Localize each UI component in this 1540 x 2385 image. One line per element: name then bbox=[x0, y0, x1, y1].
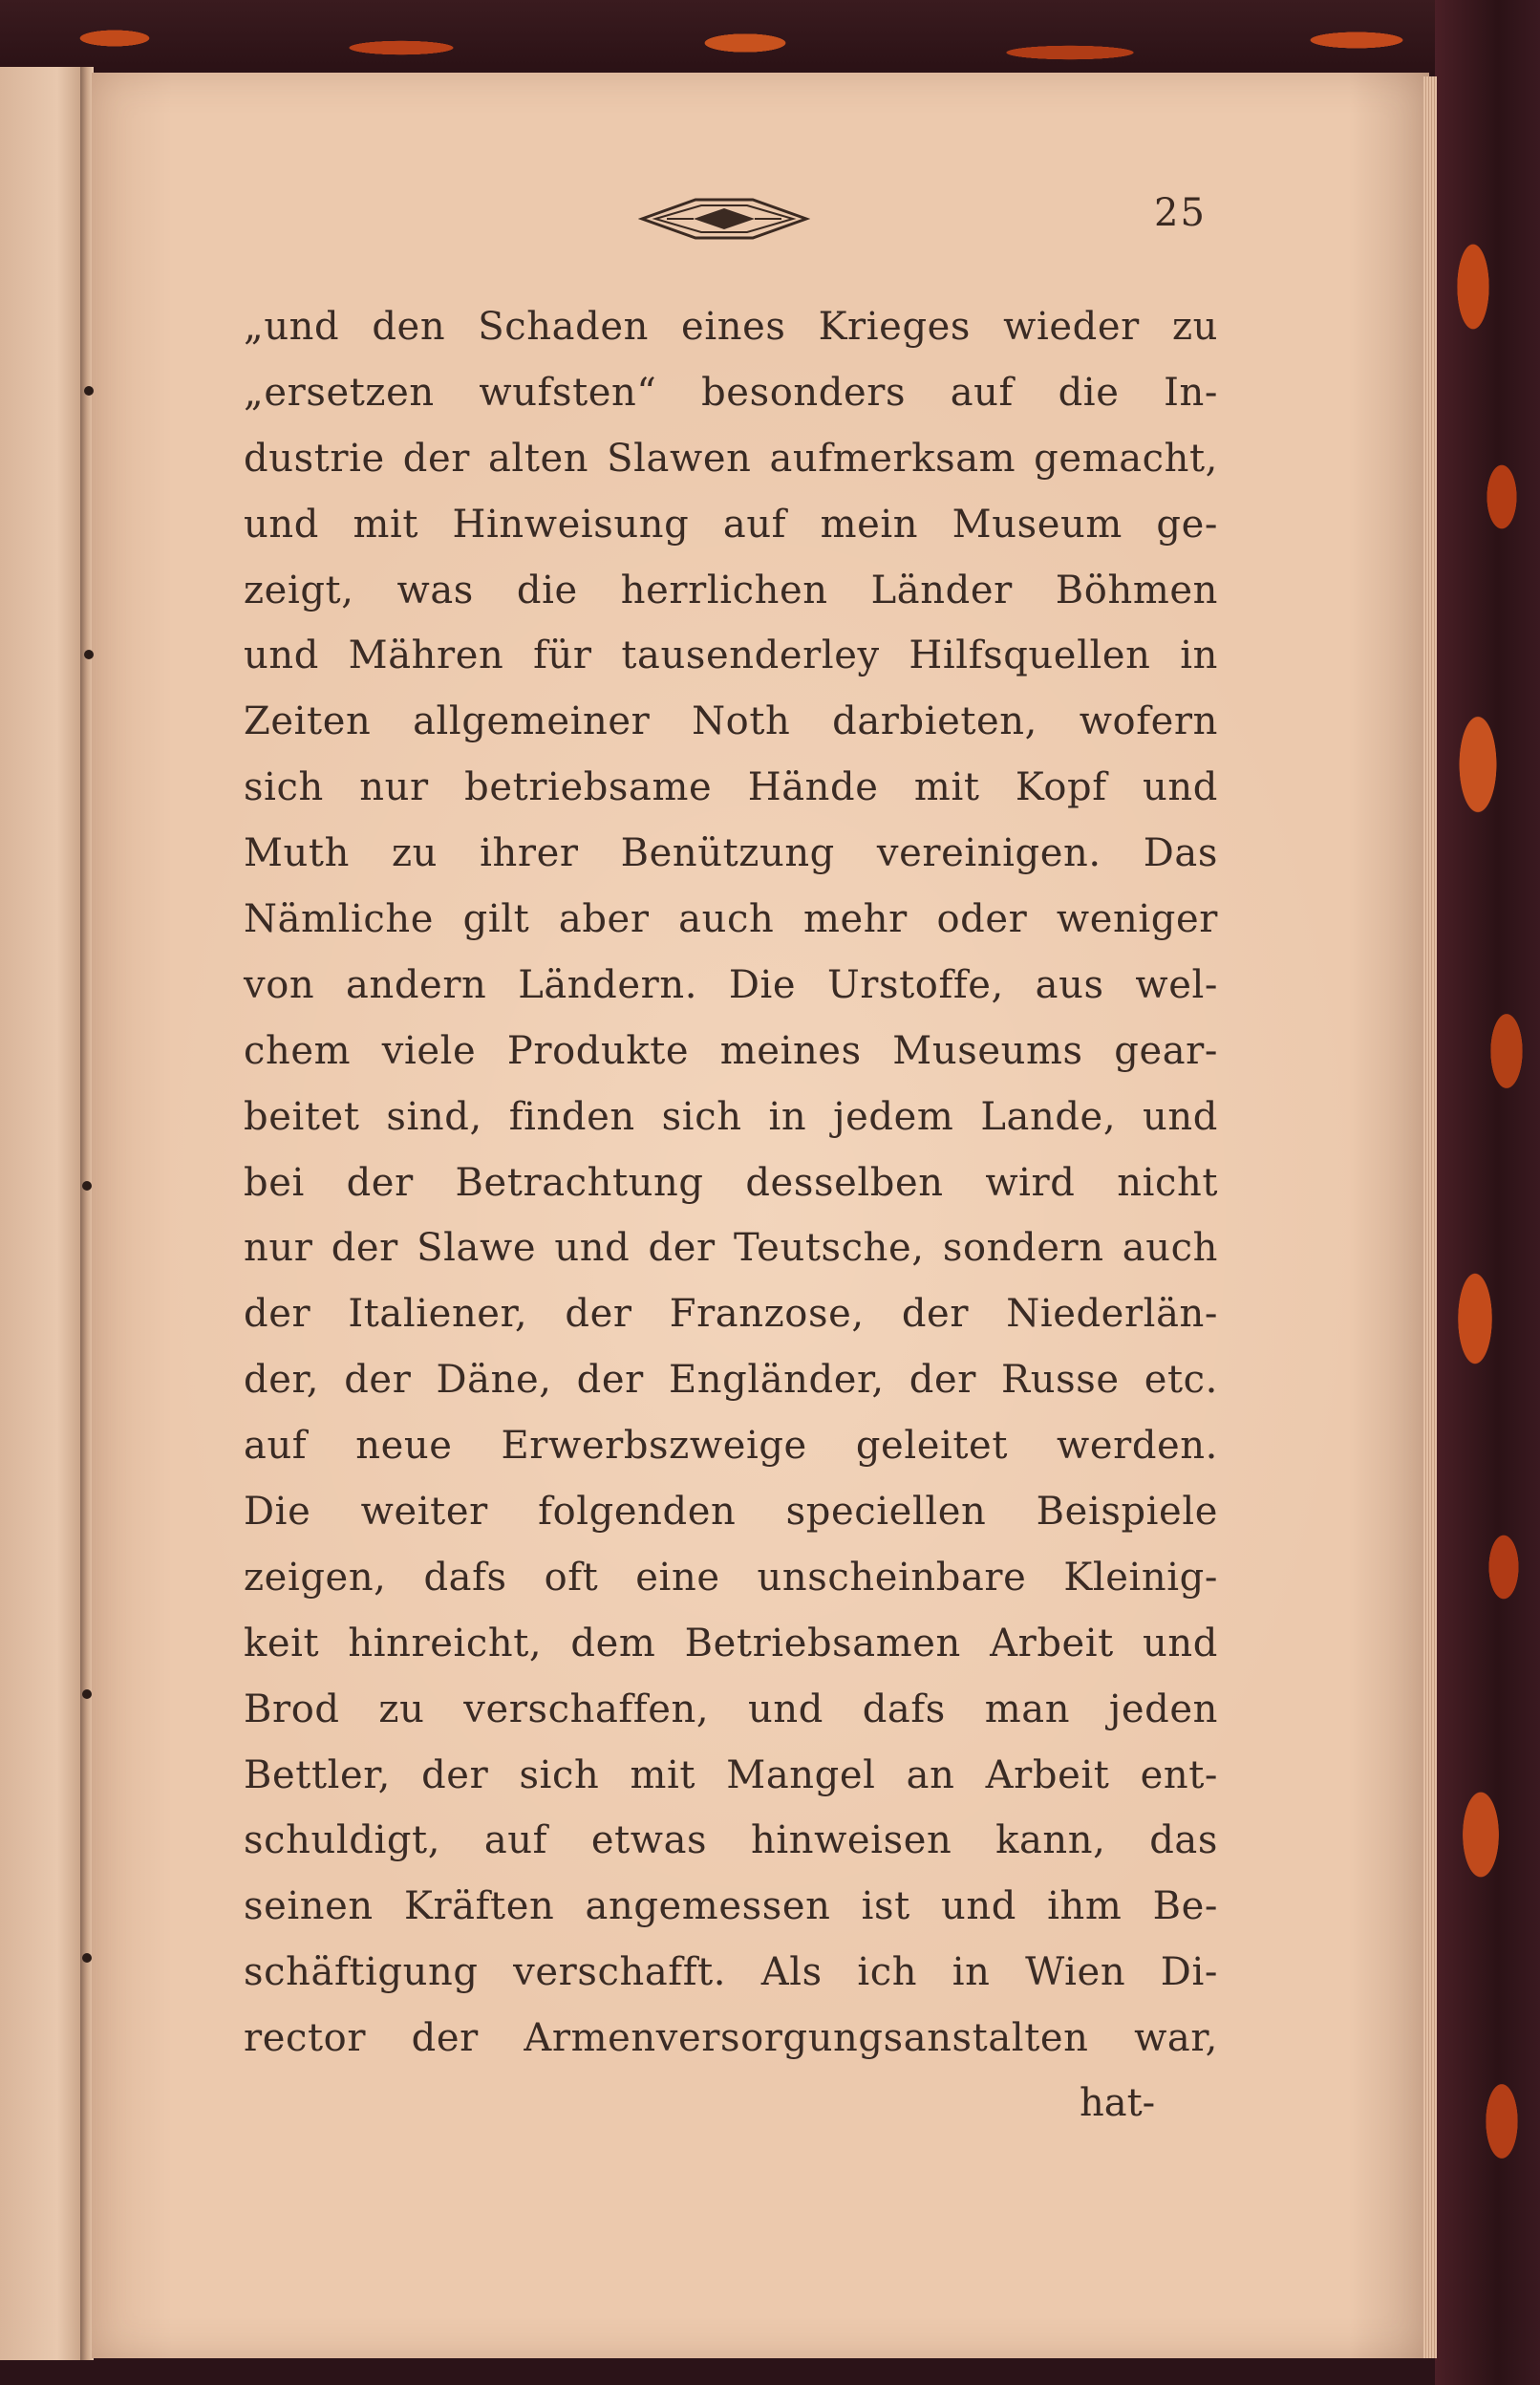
binding-hole bbox=[82, 1181, 92, 1191]
text-line: auf neue Erwerbszweige geleitet werden. bbox=[244, 1424, 1218, 1469]
text-line: von andern Ländern. Die Urstoffe, aus wel- bbox=[244, 962, 1218, 1007]
text-line: beitet sind, finden sich in jedem Lande, und bbox=[244, 1094, 1218, 1139]
binding-hole bbox=[84, 650, 94, 659]
text-line: Brod zu verschaffen, und dafs man jeden bbox=[244, 1687, 1218, 1731]
text-line: schäftigung verschafft. Als ich in Wien Di- bbox=[244, 1950, 1218, 1995]
binding-hole bbox=[84, 386, 94, 396]
text-line: rector der Armenversorgungsanstalten war, bbox=[244, 2016, 1218, 2061]
text-line: Muth zu ihrer Benützung vereinigen. Das bbox=[244, 831, 1218, 876]
text-line: Zeiten allgemeiner Noth darbieten, wofern bbox=[244, 699, 1218, 744]
text-line: sich nur betriebsame Hände mit Kopf und bbox=[244, 765, 1218, 810]
body-text bbox=[244, 294, 1218, 2072]
text-line: Nämliche gilt aber auch mehr oder weniger bbox=[244, 897, 1218, 942]
text-line: und mit Hinweisung auf mein Museum ge- bbox=[244, 502, 1218, 547]
previous-page-edge bbox=[0, 67, 84, 2360]
text-line: chem viele Produkte meines Museums gear- bbox=[244, 1028, 1218, 1073]
binding-top-edge bbox=[0, 0, 1540, 75]
text-line: bei der Betrachtung desselben wird nicht bbox=[244, 1160, 1218, 1205]
text-line: der Italiener, der Franzose, der Niederlän- bbox=[244, 1292, 1218, 1337]
binding-right-edge bbox=[1435, 0, 1540, 2385]
text-line: der, der Däne, der Engländer, der Russe etc. bbox=[244, 1358, 1218, 1403]
text-line: dustrie der alten Slawen aufmerksam gemacht, bbox=[244, 436, 1218, 481]
text-line: zeigt, was die herrlichen Länder Böhmen bbox=[244, 568, 1218, 612]
page-leaves-edge bbox=[1423, 76, 1437, 2358]
page-number: 25 bbox=[1154, 191, 1207, 235]
text-line: nur der Slawe und der Teutsche, sondern auch bbox=[244, 1226, 1218, 1271]
catchword: hat- bbox=[1080, 2081, 1156, 2125]
text-line: keit hinreicht, dem Betriebsamen Arbeit und bbox=[244, 1621, 1218, 1665]
text-line: und Mähren für tausenderley Hilfsquellen in bbox=[244, 634, 1218, 678]
header-ornament-icon bbox=[638, 197, 810, 241]
text-line: „und den Schaden eines Krieges wieder zu bbox=[244, 305, 1218, 349]
text-line: Bettler, der sich mit Mangel an Arbeit ent- bbox=[244, 1752, 1218, 1797]
text-line: Die weiter folgenden speciellen Beispiele bbox=[244, 1490, 1218, 1535]
text-line: zeigen, dafs oft eine unscheinbare Kleinig- bbox=[244, 1555, 1218, 1600]
text-line: schuldigt, auf etwas hinweisen kann, das bbox=[244, 1818, 1218, 1863]
binding-hole bbox=[82, 1689, 92, 1699]
binding-hole bbox=[82, 1953, 92, 1963]
text-line: „ersetzen wufsten“ besonders auf die In- bbox=[244, 370, 1218, 415]
text-line: seinen Kräften angemessen ist und ihm Be- bbox=[244, 1884, 1218, 1929]
